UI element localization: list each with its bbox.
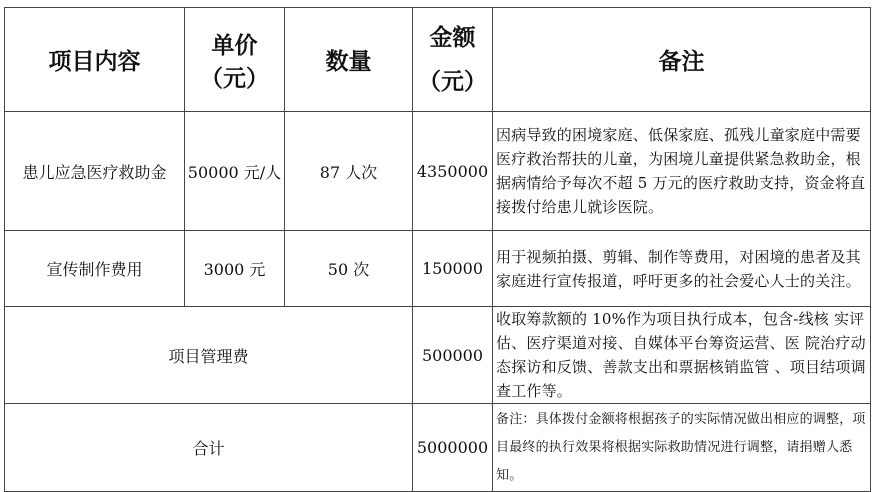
- row-remarks: 备注：具体拨付金额将根据孩子的实际情况做出相应的调整，项目最终的执行效果将根据实际救助情况进行调整，请捐赠人悉知。: [493, 404, 871, 492]
- table-row: [5, 307, 871, 404]
- row-amount: 150000: [413, 231, 493, 307]
- header-amount-line1: 金额: [429, 24, 476, 51]
- header-quantity: 数量: [285, 8, 413, 112]
- row-amount: 4350000: [413, 112, 493, 231]
- row-amount: 5000000: [413, 404, 493, 492]
- row-item: 患儿应急医疗救助金: [5, 112, 185, 231]
- row-quantity: 50 次: [285, 231, 413, 307]
- row-unit-price: 50000 元/人: [185, 112, 285, 231]
- row-remarks: 用于视频拍摄、剪辑、制作等费用，对困境的患者及其家庭进行宣传报道，呼吁更多的社会爱心人士的关注。: [493, 231, 871, 307]
- row-quantity: 87 人次: [285, 112, 413, 231]
- header-unit-price: 单价（元）: [185, 8, 285, 112]
- row-item: 合计: [5, 404, 413, 492]
- table-row: [5, 112, 871, 231]
- header-amount-line2: （元）: [418, 68, 487, 95]
- row-amount: 500000: [413, 307, 493, 404]
- header-item: 项目内容: [5, 8, 185, 112]
- budget-table: [4, 7, 871, 492]
- row-unit-price: 3000 元: [185, 231, 285, 307]
- header-remarks: 备注: [493, 8, 871, 112]
- row-item: 项目管理费: [5, 307, 413, 404]
- header-amount: [413, 8, 493, 112]
- table-row: [5, 404, 871, 492]
- table-row: [5, 231, 871, 307]
- row-item: 宣传制作费用: [5, 231, 185, 307]
- row-remarks: 因病导致的困境家庭、低保家庭、孤残儿童家庭中需要医疗救治帮扶的儿童，为困境儿童提供紧急救助金，根据病情给予每次不超 5 万元的医疗救助支持，资金将直接拨付给患儿就诊医院。: [493, 112, 871, 231]
- header-row: [5, 8, 871, 112]
- row-remarks: 收取筹款额的 10%作为项目执行成本，包含-线核 实评估、医疗渠道对接、自媒体平台筹资运营、医 院治疗动态探访和反馈、善款支出和票据核销监管 、项目结项调查工作等。: [493, 307, 871, 404]
